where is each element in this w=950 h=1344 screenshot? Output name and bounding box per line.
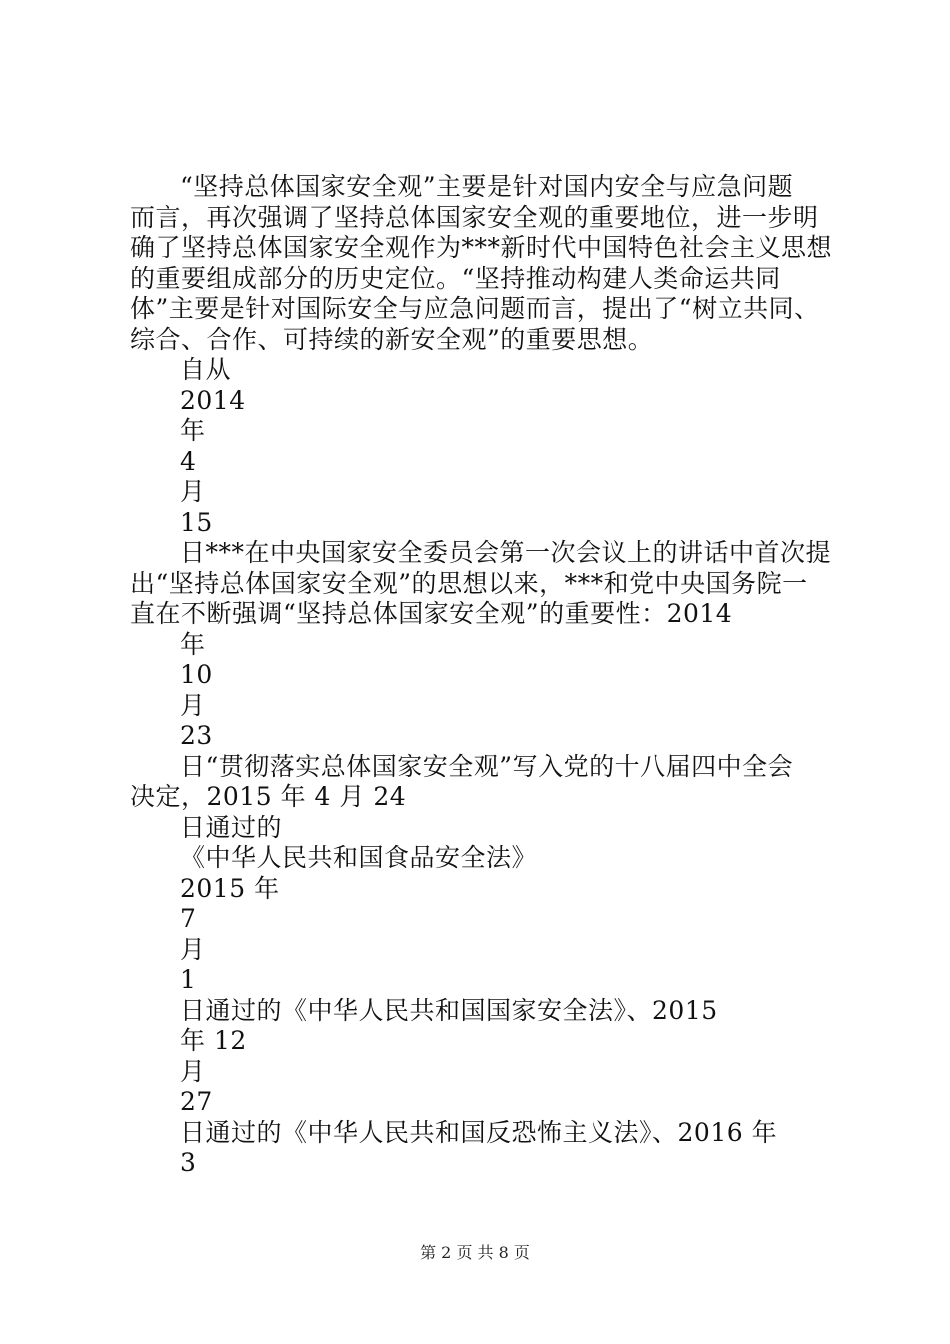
body-text: [130, 172, 835, 1179]
text-line: 日通过的: [180, 812, 283, 842]
text-line: 2015 年: [180, 873, 280, 903]
text-line: 月: [180, 690, 206, 720]
text-line: 10: [180, 660, 213, 689]
text-line: 年: [180, 416, 206, 445]
text-line: 3: [180, 1148, 197, 1177]
text-line: 月: [180, 934, 206, 964]
text-line: “坚持总体国家安全观”主要是针对国内安全与应急问题: [180, 172, 794, 201]
text-line: 直在不断强调“坚持总体国家安全观”的重要性：2014: [130, 599, 733, 628]
text-line: 日“贯彻落实总体国家安全观”写入党的十八届四中全会: [180, 751, 794, 781]
text-line: 1: [180, 965, 197, 994]
text-line: 23: [180, 721, 213, 750]
text-line: 《中华人民共和国食品安全法》: [180, 843, 538, 872]
text-line: 年 12: [180, 1026, 247, 1055]
text-line: 月: [180, 477, 206, 506]
text-line: 年: [180, 629, 206, 659]
text-line: 日通过的《中华人民共和国国家安全法》、2015: [180, 995, 718, 1025]
text-line: 27: [180, 1087, 213, 1116]
text-line: 出“坚持总体国家安全观”的思想以来，***和党中央国务院一: [130, 568, 808, 598]
text-line: 日通过的《中华人民共和国反恐怖主义法》、2016 年: [180, 1117, 778, 1147]
text-line: 而言，再次强调了坚持总体国家安全观的重要地位，进一步明: [130, 202, 819, 232]
text-line: 2014: [180, 385, 246, 415]
text-line: 确了坚持总体国家安全观作为***新时代中国特色社会主义思想: [130, 233, 833, 262]
text-line: 体”主要是针对国际安全与应急问题而言，提出了“树立共同、: [130, 294, 820, 323]
text-line: 的重要组成部分的历史定位。“坚持推动构建人类命运共同: [130, 263, 781, 293]
text-line: 自从: [180, 355, 232, 384]
text-line: 4: [180, 446, 197, 476]
text-line: 综合、合作、可持续的新安全观”的重要思想。: [130, 324, 654, 354]
page-footer: 第 2 页 共 8 页: [420, 1243, 530, 1262]
text-line: 日***在中央国家安全委员会第一次会议上的讲话中首次提: [180, 538, 832, 567]
text-line: 月: [180, 1056, 206, 1086]
text-line: 7: [180, 904, 197, 933]
text-line: 15: [180, 507, 213, 537]
text-line: 决定，2015 年 4 月 24: [130, 782, 407, 811]
